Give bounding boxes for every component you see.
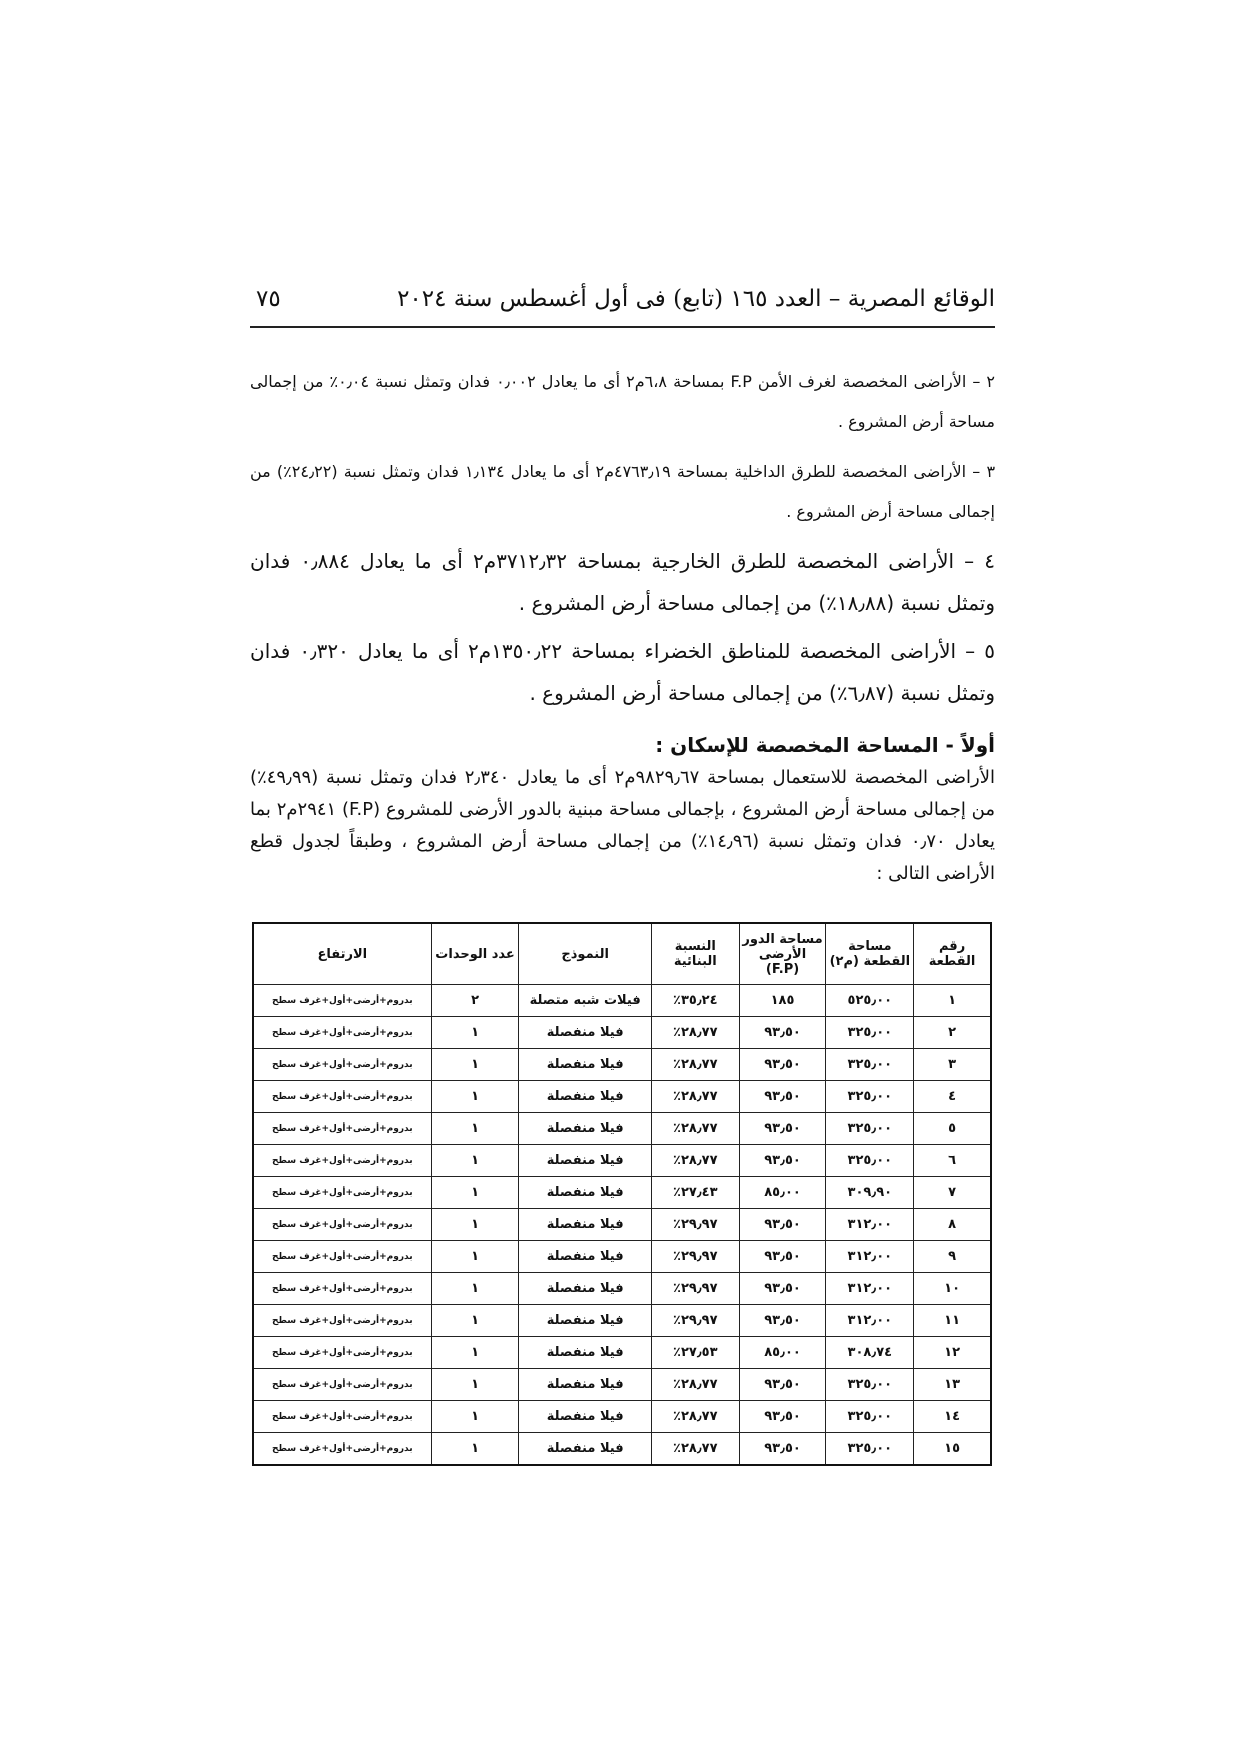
cell-plot-number: ١٠ <box>914 1273 991 1305</box>
paragraph-security-rooms: ٢ – الأراضى المخصصة لغرف الأمن F.P بمساحة ٦،٨م٢ أى ما يعادل ٠٫٠٠٢ فدان وتمثل نسبة ٠٫٠٤٪ من إجمالى مساحة أرض المشروع . <box>250 372 996 431</box>
table-row <box>253 1081 991 1113</box>
cell-plot-area: ٣٢٥٫٠٠ <box>826 1145 914 1177</box>
cell-plot-area: ٣٢٥٫٠٠ <box>826 1017 914 1049</box>
cell-height: بدروم+أرضى+أول+غرف سطح <box>253 985 431 1017</box>
cell-footprint: ٩٣٫٥٠ <box>739 1305 826 1337</box>
cell-footprint: ٩٣٫٥٠ <box>739 1241 826 1273</box>
cell-units: ١ <box>431 1241 519 1273</box>
table-header-row <box>253 923 991 985</box>
cell-building-ratio: ٢٨٫٧٧٪ <box>651 1081 739 1113</box>
cell-footprint: ٩٣٫٥٠ <box>739 1049 826 1081</box>
cell-model: فيلا منفصلة <box>519 1209 651 1241</box>
cell-plot-number: ١ <box>914 985 991 1017</box>
cell-height: بدروم+أرضى+أول+غرف سطح <box>253 1017 431 1049</box>
cell-height: بدروم+أرضى+أول+غرف سطح <box>253 1113 431 1145</box>
cell-units: ١ <box>431 1081 519 1113</box>
paragraph-external-roads: ٤ – الأراضى المخصصة للطرق الخارجية بمساحة ٣٧١٢٫٣٢م٢ أى ما يعادل ٠٫٨٨٤ فدان وتمثل نسبة (١٨٫٨٨٪) من إجمالى مساحة أرض المشروع . <box>250 549 995 615</box>
table-row <box>253 1145 991 1177</box>
cell-height: بدروم+أرضى+أول+غرف سطح <box>253 1241 431 1273</box>
cell-height: بدروم+أرضى+أول+غرف سطح <box>253 1305 431 1337</box>
cell-plot-number: ٧ <box>914 1177 991 1209</box>
cell-plot-number: ٥ <box>914 1113 991 1145</box>
cell-plot-number: ٨ <box>914 1209 991 1241</box>
cell-building-ratio: ٢٩٫٩٧٪ <box>651 1273 739 1305</box>
cell-building-ratio: ٢٩٫٩٧٪ <box>651 1209 739 1241</box>
cell-plot-area: ٣٠٩٫٩٠ <box>826 1177 914 1209</box>
header-building-ratio: النسبة البنائية <box>651 923 739 985</box>
cell-plot-area: ٣١٢٫٠٠ <box>826 1273 914 1305</box>
cell-building-ratio: ٢٨٫٧٧٪ <box>651 1401 739 1433</box>
cell-units: ١ <box>431 1273 519 1305</box>
cell-model: فيلا منفصلة <box>519 1401 651 1433</box>
table-row <box>253 1273 991 1305</box>
cell-units: ١ <box>431 1305 519 1337</box>
cell-height: بدروم+أرضى+أول+غرف سطح <box>253 1177 431 1209</box>
cell-model: فيلات شبه متصلة <box>519 985 651 1017</box>
page-number: ٧٥ <box>256 286 281 312</box>
cell-height: بدروم+أرضى+أول+غرف سطح <box>253 1401 431 1433</box>
cell-units: ٢ <box>431 985 519 1017</box>
table-row <box>253 1337 991 1369</box>
cell-plot-number: ٩ <box>914 1241 991 1273</box>
cell-footprint: ٩٣٫٥٠ <box>739 1081 826 1113</box>
table-row <box>253 1209 991 1241</box>
cell-plot-area: ٣٠٨٫٧٤ <box>826 1337 914 1369</box>
cell-height: بدروم+أرضى+أول+غرف سطح <box>253 1049 431 1081</box>
cell-footprint: ٩٣٫٥٠ <box>739 1113 826 1145</box>
table-row <box>253 1017 991 1049</box>
cell-building-ratio: ٢٨٫٧٧٪ <box>651 1049 739 1081</box>
plots-table <box>252 922 992 1466</box>
header-height: الارتفاع <box>253 923 431 985</box>
cell-height: بدروم+أرضى+أول+غرف سطح <box>253 1273 431 1305</box>
cell-units: ١ <box>431 1145 519 1177</box>
cell-model: فيلا منفصلة <box>519 1113 651 1145</box>
cell-units: ١ <box>431 1209 519 1241</box>
cell-units: ١ <box>431 1433 519 1466</box>
cell-units: ١ <box>431 1337 519 1369</box>
cell-footprint: ٩٣٫٥٠ <box>739 1209 826 1241</box>
cell-footprint: ٩٣٫٥٠ <box>739 1369 826 1401</box>
cell-units: ١ <box>431 1401 519 1433</box>
cell-footprint: ٩٣٫٥٠ <box>739 1273 826 1305</box>
table-row <box>253 1113 991 1145</box>
cell-plot-number: ١١ <box>914 1305 991 1337</box>
cell-footprint: ٩٣٫٥٠ <box>739 1145 826 1177</box>
cell-height: بدروم+أرضى+أول+غرف سطح <box>253 1081 431 1113</box>
cell-model: فيلا منفصلة <box>519 1081 651 1113</box>
cell-footprint: ٩٣٫٥٠ <box>739 1401 826 1433</box>
header-model: النموذج <box>519 923 651 985</box>
header-footprint: مساحة الدور الأرضى (F.P) <box>739 923 826 985</box>
cell-footprint: ١٨٥ <box>739 985 826 1017</box>
header-plot-area: مساحة القطعة (م٢) <box>826 923 914 985</box>
cell-model: فيلا منفصلة <box>519 1017 651 1049</box>
cell-plot-area: ٣٢٥٫٠٠ <box>826 1113 914 1145</box>
cell-building-ratio: ٢٨٫٧٧٪ <box>651 1145 739 1177</box>
cell-model: فيلا منفصلة <box>519 1337 651 1369</box>
header-plot-number: رقم القطعة <box>914 923 991 985</box>
cell-model: فيلا منفصلة <box>519 1145 651 1177</box>
cell-model: فيلا منفصلة <box>519 1433 651 1466</box>
cell-plot-area: ٣٢٥٫٠٠ <box>826 1401 914 1433</box>
cell-building-ratio: ٢٨٫٧٧٪ <box>651 1369 739 1401</box>
cell-plot-area: ٣١٢٫٠٠ <box>826 1305 914 1337</box>
header-units: عدد الوحدات <box>431 923 519 985</box>
cell-building-ratio: ٢٨٫٧٧٪ <box>651 1113 739 1145</box>
paragraph-housing-area: الأراضى المخصصة للاستعمال بمساحة ٩٨٢٩٫٦٧م٢ أى ما يعادل ٢٫٣٤٠ فدان وتمثل نسبة (٤٩٫٩٩٪) من إجمالى مساحة أرض المشروع ، بإجمالى مساحة مبنية بالدور الأرضى للمشروع (F.P) ٢٩٤١م٢ بما يعادل ٠٫٧٠ فدان وتمثل نسبة (١٤٫٩٦٪) من إجمالى مساحة أرض المشروع ، وطبقاً لجدول قطع الأراضى التالى : <box>250 767 996 884</box>
section-heading-housing: أولاً - المساحة المخصصة للإسكان : <box>655 733 995 757</box>
cell-units: ١ <box>431 1017 519 1049</box>
cell-plot-number: ١٢ <box>914 1337 991 1369</box>
table-row <box>253 985 991 1017</box>
paragraph-internal-roads: ٣ – الأراضى المخصصة للطرق الداخلية بمساحة ٤٧٦٣٫١٩م٢ أى ما يعادل ١٫١٣٤ فدان وتمثل نسبة (٢٤٫٢٢٪) من إجمالى مساحة أرض المشروع . <box>250 462 996 521</box>
cell-building-ratio: ٢٧٫٤٣٪ <box>651 1177 739 1209</box>
cell-units: ١ <box>431 1113 519 1145</box>
cell-plot-area: ٣١٢٫٠٠ <box>826 1241 914 1273</box>
table-row <box>253 1177 991 1209</box>
paragraph-green-areas: ٥ – الأراضى المخصصة للمناطق الخضراء بمساحة ١٣٥٠٫٢٢م٢ أى ما يعادل ٠٫٣٢٠ فدان وتمثل نسبة (٦٫٨٧٪) من إجمالى مساحة أرض المشروع . <box>250 639 995 705</box>
cell-height: بدروم+أرضى+أول+غرف سطح <box>253 1433 431 1466</box>
cell-units: ١ <box>431 1049 519 1081</box>
cell-model: فيلا منفصلة <box>519 1241 651 1273</box>
cell-height: بدروم+أرضى+أول+غرف سطح <box>253 1145 431 1177</box>
cell-footprint: ٨٥٫٠٠ <box>739 1337 826 1369</box>
cell-model: فيلا منفصلة <box>519 1273 651 1305</box>
cell-plot-area: ٣٢٥٫٠٠ <box>826 1433 914 1466</box>
cell-plot-number: ١٤ <box>914 1401 991 1433</box>
gazette-title: الوقائع المصرية – العدد ١٦٥ (تابع) فى أول أغسطس سنة ٢٠٢٤ <box>397 286 995 312</box>
cell-building-ratio: ٢٨٫٧٧٪ <box>651 1017 739 1049</box>
cell-plot-area: ٣٢٥٫٠٠ <box>826 1049 914 1081</box>
table-row <box>253 1401 991 1433</box>
cell-footprint: ٩٣٫٥٠ <box>739 1433 826 1466</box>
table-row <box>253 1241 991 1273</box>
cell-building-ratio: ٣٥٫٢٤٪ <box>651 985 739 1017</box>
cell-height: بدروم+أرضى+أول+غرف سطح <box>253 1369 431 1401</box>
cell-model: فيلا منفصلة <box>519 1177 651 1209</box>
cell-building-ratio: ٢٧٫٥٣٪ <box>651 1337 739 1369</box>
cell-plot-number: ٢ <box>914 1017 991 1049</box>
cell-height: بدروم+أرضى+أول+غرف سطح <box>253 1209 431 1241</box>
cell-model: فيلا منفصلة <box>519 1369 651 1401</box>
table-row <box>253 1369 991 1401</box>
cell-plot-number: ٣ <box>914 1049 991 1081</box>
cell-footprint: ٩٣٫٥٠ <box>739 1017 826 1049</box>
table-row <box>253 1305 991 1337</box>
cell-building-ratio: ٢٩٫٩٧٪ <box>651 1241 739 1273</box>
page-header <box>250 286 995 328</box>
table-row <box>253 1433 991 1466</box>
cell-units: ١ <box>431 1177 519 1209</box>
cell-plot-number: ١٥ <box>914 1433 991 1466</box>
cell-model: فيلا منفصلة <box>519 1049 651 1081</box>
cell-plot-area: ٣٢٥٫٠٠ <box>826 1369 914 1401</box>
cell-footprint: ٨٥٫٠٠ <box>739 1177 826 1209</box>
cell-plot-area: ٣٢٥٫٠٠ <box>826 1081 914 1113</box>
cell-plot-number: ٦ <box>914 1145 991 1177</box>
cell-units: ١ <box>431 1369 519 1401</box>
table-row <box>253 1049 991 1081</box>
cell-plot-area: ٥٢٥٫٠٠ <box>826 985 914 1017</box>
cell-building-ratio: ٢٩٫٩٧٪ <box>651 1305 739 1337</box>
cell-plot-number: ٤ <box>914 1081 991 1113</box>
cell-height: بدروم+أرضى+أول+غرف سطح <box>253 1337 431 1369</box>
cell-plot-area: ٣١٢٫٠٠ <box>826 1209 914 1241</box>
cell-building-ratio: ٢٨٫٧٧٪ <box>651 1433 739 1466</box>
cell-plot-number: ١٣ <box>914 1369 991 1401</box>
cell-model: فيلا منفصلة <box>519 1305 651 1337</box>
